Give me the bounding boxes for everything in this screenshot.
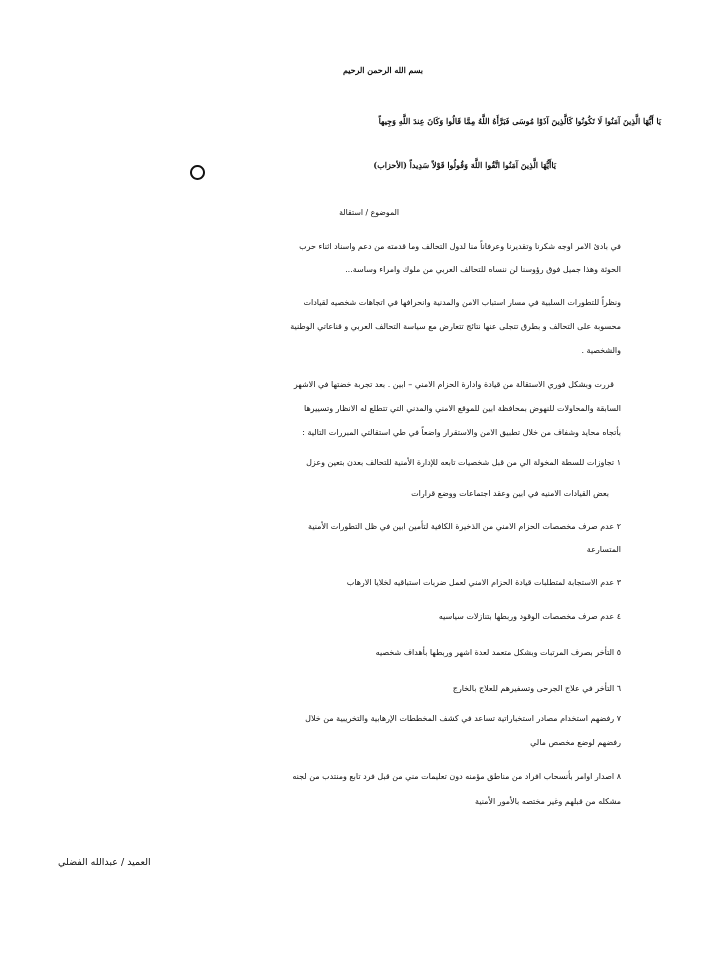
list-item: ٧ رفضهم استخدام مصادر استخباراتية تساعد في كشف المخططات الإرهابية والتخريبية من خلال [305, 714, 621, 723]
list-item: ٤ عدم صرف مخصصات الوقود وربطها بتنازلات سياسيه [438, 612, 621, 621]
body-line: الحوثة وهذا جميل فوق رؤوسنا لن ننساه للتحالف العربي من ملوك وامراء وساسة... [345, 265, 621, 274]
list-item: ٢ عدم صرف مخصصات الحزام الامني من الذخيرة الكافية لتأمين ابين في ظل التطورات الأمنية [308, 522, 621, 531]
quran-verse-1: يَا أَيُّهَا الَّذِينَ آمَنُوا لَا تَكُونُوا كَالَّذِينَ آذَوْا مُوسَى فَبَرَّأَهُ اللَّهُ مِمَّا قَالُوا وَكَانَ عِندَ اللَّهِ وَجِيهاً [378, 116, 661, 126]
subject-line: الموضوع / استقالة [339, 208, 399, 217]
body-line: في بادئ الامر اوجه شكرنا وتقديرنا وعرفاناً منا لدول التحالف وما قدمته من دعم واسناد اثناء حرب [299, 242, 621, 251]
list-item: رفضهم لوضع مخصص مالي [530, 738, 621, 747]
body-line: ونظراً للتطورات السلبية في مسار استباب الامن والمدنية وانحرافها في اتجاهات شخصيه لقيادات [303, 298, 621, 307]
body-line: محسوبة على التحالف و بطرق تتجلى عنها نتائج تتعارض مع سياسة التحالف العربي و قناعاتي الوطنية [290, 322, 621, 331]
list-item: ٦ التأخر في علاج الجرحى وتسفيرهم للعلاج بالخارج [452, 684, 621, 693]
list-item: ١ تجاوزات للسطة المخولة الي من قبل شخصيات تابعه للإدارة الأمنية للتحالف بعدن بتعين وعزل [306, 458, 621, 467]
body-line: قررت وبشكل فوري الاستقالة من قيادة وادارة الحزام الامني – ابين . بعد تجربة خضتها في الاشهر [293, 380, 614, 389]
body-line: السابقة والمحاولات للنهوض بمحافظة ابين للموقع الامني والمدني التي تتطلع له الانظار وتسييرها [304, 404, 621, 413]
list-item: المتسارعة [586, 545, 621, 554]
body-line: بأتجاه محايد وشفاف من خلال تطبيق الامن والاستقرار واضعاً في طي استقالتي المبررات التالية : [302, 428, 621, 437]
signature: العميد / عبدالله الفضلي [58, 857, 151, 868]
list-item: ٨ اصدار اوامر بأنسحاب افراد من مناطق مؤمنه دون تعليمات مني من قبل فرد تابع ومنتدب من لجنه [292, 772, 621, 781]
basmala: بسم الله الرحمن الرحيم [342, 66, 424, 75]
list-item: بعض القيادات الامنيه في ابين وعقد اجتماعات ووضع قرارات [411, 489, 609, 498]
quran-verse-2: يَاأَيُّهَا الَّذِينَ آمَنُوا اتَّقُوا اللَّهَ وَقُولُوا قَوْلاً سَدِيداً (الأحزاب) [373, 160, 556, 170]
body-line: والشخصية . [581, 346, 621, 355]
list-item: ٣ عدم الاستجابة لمتطلبات قيادة الحزام الامني لعمل ضربات استباقيه لخلايا الارهاب [346, 578, 621, 587]
list-item: مشكله من قبلهم وغير مختصه بالأمور الأمنية [475, 797, 621, 806]
list-item: ٥ التأخر بصرف المرتبات وبشكل متعمد لعدة اشهر وربطها بأهداف شخصيه [375, 648, 621, 657]
